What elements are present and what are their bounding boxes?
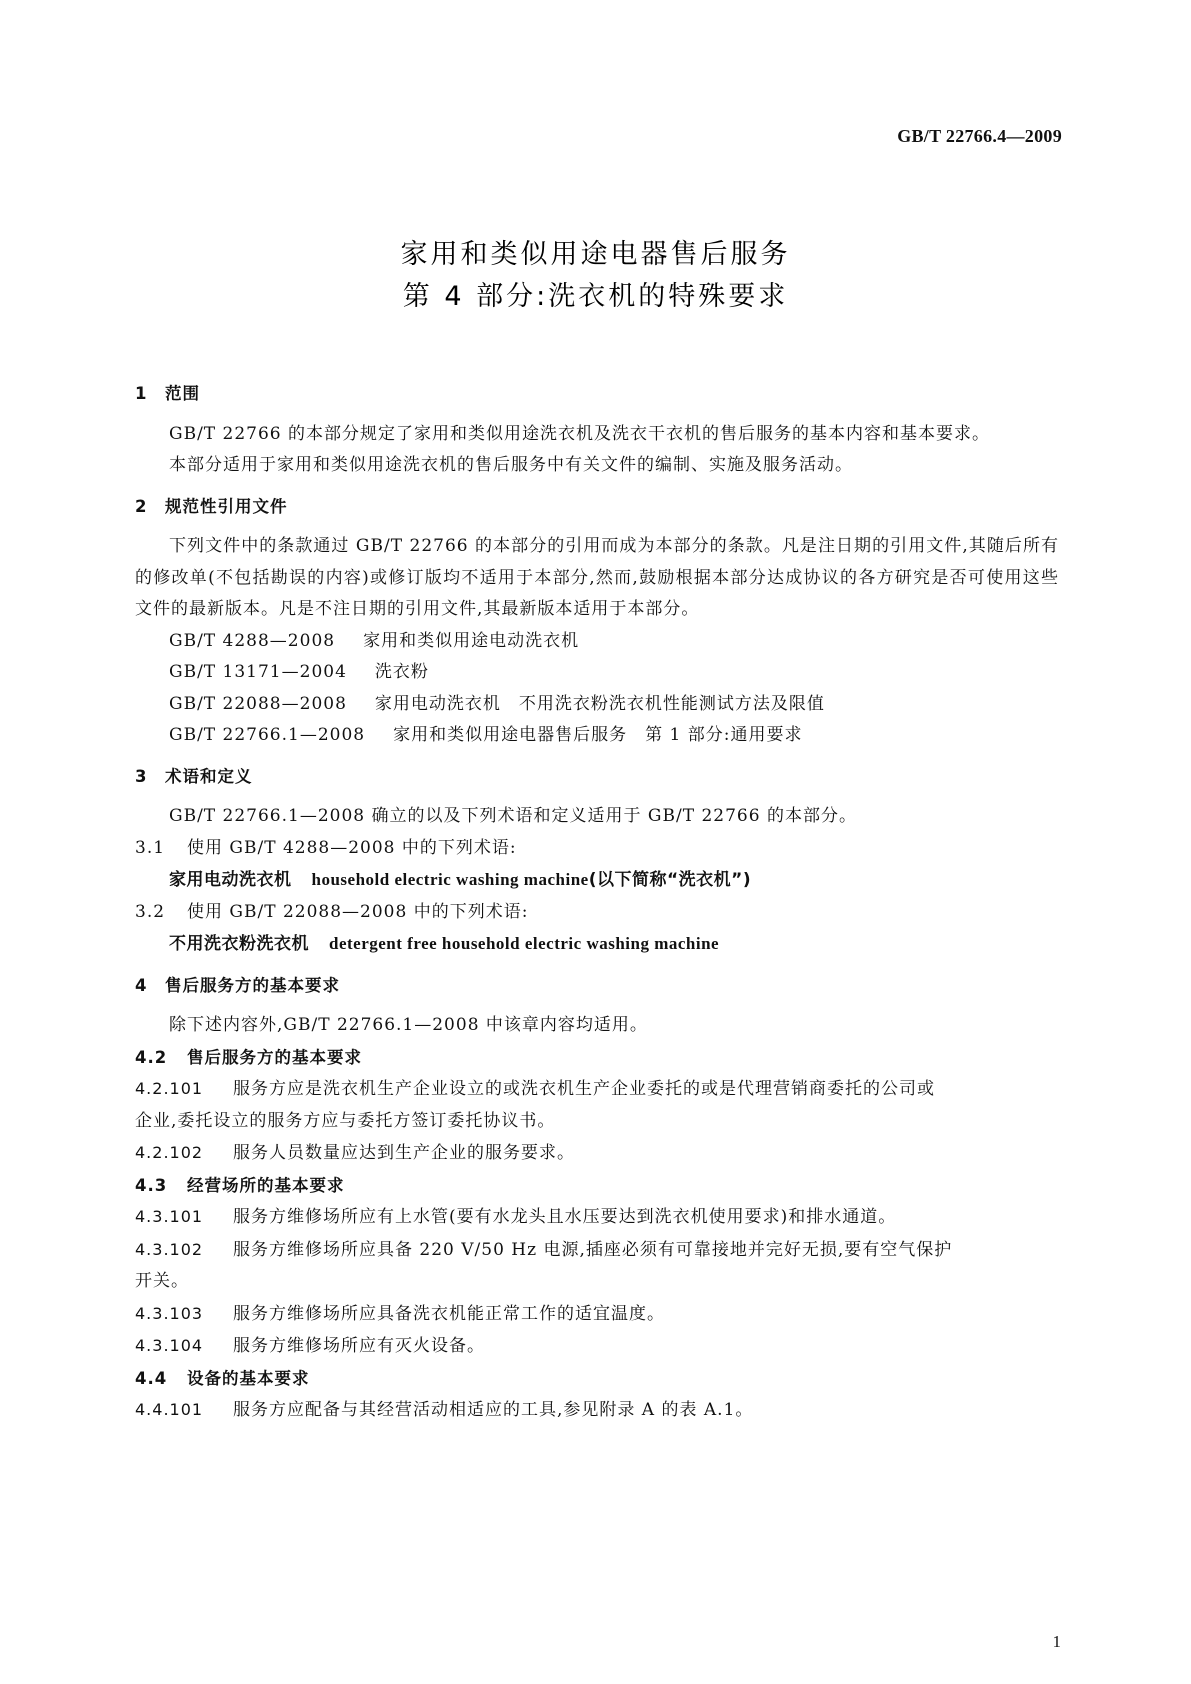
clause-number: 4.3.102 <box>135 1239 204 1259</box>
clause-text: 服务人员数量应达到生产企业的服务要求。 <box>233 1143 575 1163</box>
section-number: 4 <box>135 975 148 995</box>
clause-number: 4.3.101 <box>135 1207 204 1226</box>
clause-number: 4.3.104 <box>135 1336 204 1355</box>
section-heading-1 <box>135 378 1059 410</box>
subsection-title: 售后服务方的基本要求 <box>187 1047 362 1067</box>
clause-4-3-102 <box>135 1234 1059 1267</box>
subsection-title: 经营场所的基本要求 <box>187 1175 345 1195</box>
subsection-title: 设备的基本要求 <box>187 1368 310 1388</box>
clause-continuation: 企业,委托设立的服务方应与委托方签订委托协议书。 <box>135 1110 556 1131</box>
subsection-heading-4-2 <box>135 1042 1059 1074</box>
clause-text: 服务方应是洗衣机生产企业设立的或洗衣机生产企业委托的或是代理营销商委托的公司或 <box>233 1079 935 1099</box>
reference-title: 家用电动洗衣机 不用洗衣粉洗衣机性能测试方法及限值 <box>374 693 825 714</box>
reference-item <box>135 720 1059 752</box>
reference-item <box>135 626 1059 658</box>
term-note: (以下简称“洗衣机”) <box>588 870 752 890</box>
clause-number: 3.1 <box>135 837 166 858</box>
paragraph: 下列文件中的条款通过 GB/T 22766 的本部分的引用而成为本部分的条款。凡是注日期的引用文件,其随后所有的修改单(不包括勘误的内容)或修订版均不适用于本部分,然而,鼓励根据本部分达成协议的各方研究是否可使用这些文件的最新版本。凡是不注日期的引用文件,其最新版本适用于本部分。 <box>135 536 1059 619</box>
reference-code: GB/T 22766.1—2008 <box>169 725 366 745</box>
subsection-heading-4-3 <box>135 1170 1059 1202</box>
section-title: 范围 <box>165 384 200 403</box>
paragraph: GB/T 22766.1—2008 确立的以及下列术语和定义适用于 GB/T 22766 的本部分。 <box>169 806 857 826</box>
section-heading-3 <box>135 761 1059 793</box>
term-entry <box>135 864 1059 897</box>
term-chinese: 不用洗衣粉洗衣机 <box>169 934 309 954</box>
subsection-heading-4-4 <box>135 1363 1059 1395</box>
clause-4-2-101 <box>135 1073 1059 1106</box>
clause-3-2 <box>135 897 1059 929</box>
document-body <box>135 378 1059 1427</box>
clause-text: 使用 GB/T 22088—2008 中的下列术语: <box>187 901 529 922</box>
reference-item <box>135 689 1059 721</box>
clause-4-3-101 <box>135 1201 1059 1234</box>
clause-4-3-103 <box>135 1298 1059 1331</box>
clause-text: 服务方维修场所应具备洗衣机能正常工作的适宜温度。 <box>233 1303 665 1324</box>
paragraph: 本部分适用于家用和类似用途洗衣机的售后服务中有关文件的编制、实施及服务活动。 <box>169 455 853 475</box>
reference-title: 家用和类似用途电动洗衣机 <box>363 630 580 651</box>
term-english: household electric washing machine <box>311 870 589 889</box>
clause-3-1 <box>135 833 1059 865</box>
term-chinese: 家用电动洗衣机 <box>169 870 292 890</box>
clause-number: 4.2.101 <box>135 1079 204 1098</box>
section-number: 1 <box>135 384 148 403</box>
section-title: 售后服务方的基本要求 <box>165 975 340 995</box>
paragraph: GB/T 22766 的本部分规定了家用和类似用途洗衣机及洗衣干衣机的售后服务的基本内容和基本要求。 <box>169 423 991 444</box>
clause-number: 4.4.101 <box>135 1400 204 1419</box>
document-title: 家用和类似用途电器售后服务 <box>400 239 791 270</box>
reference-code: GB/T 22088—2008 <box>169 693 347 714</box>
clause-4-2-102 <box>135 1137 1059 1170</box>
standard-number: GB/T 22766.4—2009 <box>897 126 1062 146</box>
clause-4-3-104 <box>135 1330 1059 1363</box>
section-heading-4 <box>135 970 1059 1002</box>
section-title: 规范性引用文件 <box>165 496 288 516</box>
clause-number: 4.3.103 <box>135 1303 204 1323</box>
subsection-number: 4.2 <box>135 1047 168 1067</box>
document-subtitle: 第 4 部分:洗衣机的特殊要求 <box>402 281 789 312</box>
section-number: 3 <box>135 766 148 786</box>
clause-number: 3.2 <box>135 901 166 922</box>
clause-text: 服务方应配备与其经营活动相适应的工具,参见附录 A 的表 A.1。 <box>233 1400 754 1420</box>
section-heading-2 <box>135 491 1059 523</box>
clause-text: 服务方维修场所应具备 220 V/50 Hz 电源,插座必须有可靠接地并完好无损,要有空气保护 <box>233 1239 953 1260</box>
reference-code: GB/T 13171—2004 <box>169 662 347 682</box>
section-number: 2 <box>135 496 148 516</box>
term-entry <box>135 928 1059 961</box>
subsection-number: 4.4 <box>135 1368 168 1388</box>
reference-code: GB/T 4288—2008 <box>169 630 336 651</box>
clause-text: 服务方维修场所应有上水管(要有水龙头且水压要达到洗衣机使用要求)和排水通道。 <box>233 1207 897 1227</box>
clause-continuation: 开关。 <box>135 1271 189 1291</box>
clause-number: 4.2.102 <box>135 1143 204 1162</box>
reference-item <box>135 657 1059 689</box>
paragraph: 除下述内容外,GB/T 22766.1—2008 中该章内容均适用。 <box>169 1015 648 1035</box>
term-english: detergent free household electric washing machine <box>329 934 720 953</box>
subsection-number: 4.3 <box>135 1175 168 1195</box>
section-title: 术语和定义 <box>165 766 253 786</box>
clause-text: 使用 GB/T 4288—2008 中的下列术语: <box>187 837 517 858</box>
clause-text: 服务方维修场所应有灭火设备。 <box>233 1336 485 1356</box>
clause-4-4-101 <box>135 1394 1059 1427</box>
page-number: 1 <box>1052 1632 1061 1651</box>
reference-title: 家用和类似用途电器售后服务 第 1 部分:通用要求 <box>393 725 803 745</box>
reference-title: 洗衣粉 <box>374 662 429 682</box>
